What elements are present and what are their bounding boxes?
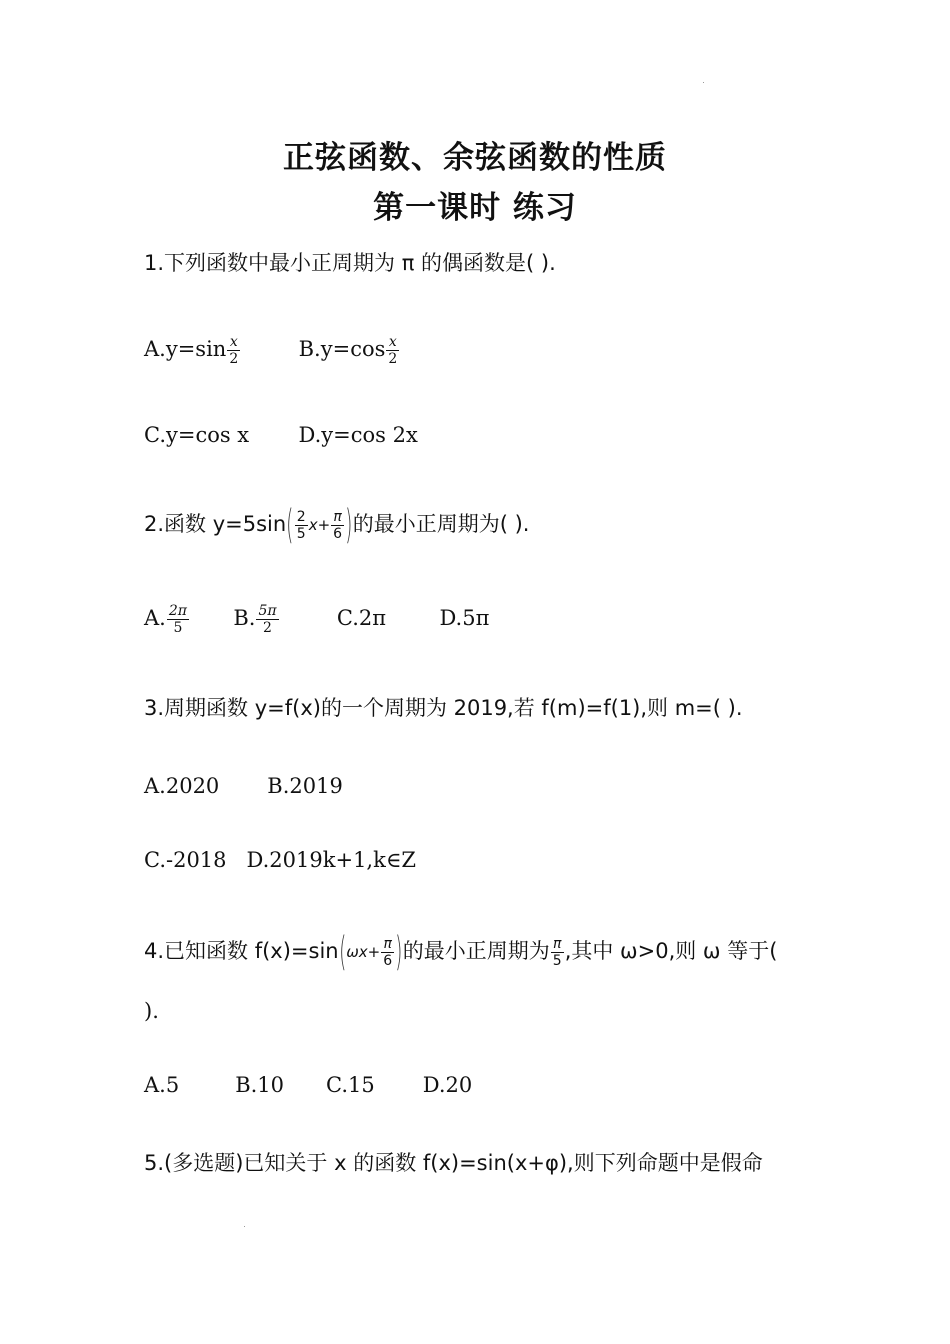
scan-speck bbox=[703, 82, 704, 83]
option-b-text: B.y=cos bbox=[298, 337, 386, 361]
option-a-text: A.y=sin bbox=[144, 337, 227, 361]
title-line-2: 第一课时 练习 bbox=[373, 190, 577, 226]
q2-fraction-1: $\frac{2}{5}$ bbox=[296, 508, 306, 542]
question-1-stem: 1.下列函数中最小正周期为 π 的偶函数是( ). bbox=[144, 251, 556, 275]
option-d-text: D.y=cos 2x bbox=[298, 423, 418, 447]
q2-option-a-fraction: $\frac{2\pi}{5}$ bbox=[168, 603, 187, 636]
question-3-options-cd: C.-2018 D.2019k+1,k∈Z bbox=[144, 848, 416, 872]
q4-fraction-1: $\frac{\pi}{6}$ bbox=[383, 935, 393, 969]
option-c-text: C.y=cos x bbox=[144, 423, 250, 447]
question-2-stem: 2.函数 y=5sin( $\frac{2}{5}$ x+ $\frac{\pi}{6}$ )的最小正周期为( ). bbox=[144, 502, 530, 548]
scan-speck bbox=[244, 1226, 245, 1227]
question-4-options: A.5 B.10 C.15 D.20 bbox=[144, 1073, 473, 1097]
question-1-options-cd bbox=[144, 420, 418, 450]
question-4-stem-continued: ). bbox=[144, 999, 159, 1023]
question-1-options-ab bbox=[144, 334, 400, 367]
q2-option-c: C.2π bbox=[336, 606, 387, 630]
q2-fraction-2: $\frac{\pi}{6}$ bbox=[333, 508, 343, 542]
q2-option-b-fraction: $\frac{5\pi}{2}$ bbox=[258, 603, 277, 636]
question-3-options-ab: A.2020 B.2019 bbox=[144, 774, 343, 798]
q4-fraction-2: $\frac{\pi}{5}$ bbox=[552, 935, 562, 969]
question-4-stem: 4.已知函数 f(x)=sin(ωx+ $\frac{\pi}{6}$ )的最小正周期为 $\frac{\pi}{5}$ ,其中 ω>0,则 ω 等于( bbox=[144, 929, 778, 975]
title-line-1: 正弦函数、余弦函数的性质 bbox=[283, 140, 667, 176]
question-3-stem: 3.周期函数 y=f(x)的一个周期为 2019,若 f(m)=f(1),则 m=( ). bbox=[144, 696, 743, 720]
q2-option-d: D.5π bbox=[439, 606, 490, 630]
question-2-options: A. $\frac{2\pi}{5}$ B. $\frac{5\pi}{2}$ C.2π D.5π bbox=[144, 603, 490, 636]
option-a-fraction: $\frac{x}{2}$ bbox=[229, 334, 239, 367]
option-b-fraction: $\frac{x}{2}$ bbox=[388, 334, 398, 367]
question-5-stem: 5.(多选题)已知关于 x 的函数 f(x)=sin(x+φ),则下列命题中是假命 bbox=[144, 1151, 763, 1175]
